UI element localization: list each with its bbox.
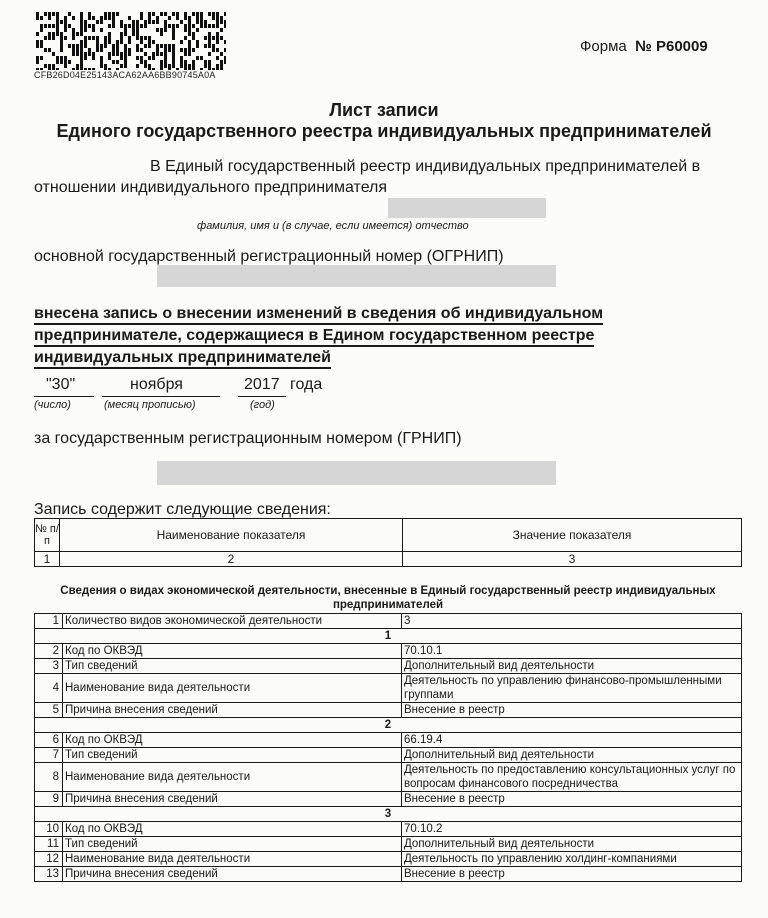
redacted-ogrnip [157,265,556,287]
row-indicator: Тип сведений [63,659,402,674]
header-index-2: 2 [60,552,403,567]
row-number: 11 [35,837,63,852]
contains-label: Запись содержит следующие сведения: [34,501,331,518]
row-number: 8 [35,763,63,792]
row-value: Деятельность по предоставлению консультационных услуг по вопросам финансового посредничества [402,763,742,792]
header-table [34,518,742,567]
barcode-image [36,12,226,70]
date-day-caption: (число) [34,399,71,411]
document-subtitle: Единого государственного реестра индивидуальных предпринимателей [56,121,712,141]
row-indicator: Наименование вида деятельности [63,763,402,792]
row-indicator: Код по ОКВЭД [63,822,402,837]
row-value: 66.19.4 [402,733,742,748]
form-number-value: № Р60009 [635,38,708,55]
date-month: ноября [130,376,183,393]
date-day: "30" [46,376,76,393]
barcode-code: CFB26D04E25143ACA62AA6BB90745A0A [34,70,216,80]
row-value: Дополнительный вид деятельности [402,659,742,674]
row-value: 70.10.2 [402,822,742,837]
date-year-suffix: года [290,376,323,393]
row-value: Деятельность по управлению финансово-промышленными группами [402,674,742,703]
redacted-name [388,198,546,218]
group-number: 3 [35,807,742,822]
date-year: 2017 [244,376,280,393]
grnip-label: за государственным регистрационным номером (ГРНИП) [34,430,462,447]
intro-line-2: отношении индивидуального предпринимателя [34,179,388,196]
row-number: 6 [35,733,63,748]
table-row [35,703,742,718]
group-row [35,807,742,822]
row-number: 3 [35,659,63,674]
row-indicator: Количество видов экономической деятельности [63,614,402,629]
header-index-3: 3 [403,552,742,567]
table-row [35,792,742,807]
row-value: 3 [402,614,742,629]
table-row [35,674,742,703]
section-title: Сведения о видах экономической деятельности, внесенные в Единый государственный реестр индивидуальных предпринимателей [60,585,716,611]
row-indicator: Причина внесения сведений [63,867,402,882]
row-number: 9 [35,792,63,807]
row-indicator: Тип сведений [63,748,402,763]
row-indicator: Код по ОКВЭД [63,644,402,659]
header-col-value: Значение показателя [403,519,742,552]
intro-line-1: В Единый государственный реестр индивидуальных предпринимателей в [150,158,701,175]
group-row [35,718,742,733]
row-number: 12 [35,852,63,867]
ogrnip-label: основной государственный регистрационный номер (ОГРНИП) [34,248,504,265]
row-number: 1 [35,614,63,629]
row-indicator: Причина внесения сведений [63,792,402,807]
date-year-caption: (год) [250,399,275,411]
row-indicator: Наименование вида деятельности [63,674,402,703]
date-day-line [34,396,94,397]
row-indicator: Код по ОКВЭД [63,733,402,748]
row-number: 4 [35,674,63,703]
row-indicator: Причина внесения сведений [63,703,402,718]
row-value: Внесение в реестр [402,792,742,807]
table-row [35,644,742,659]
row-value: 70.10.1 [402,644,742,659]
redacted-grnip [157,461,556,485]
group-number: 1 [35,629,742,644]
table-row [35,659,742,674]
table-row [35,763,742,792]
row-number: 5 [35,703,63,718]
row-value: Внесение в реестр [402,703,742,718]
entry-statement [34,303,603,369]
entry-line-3: индивидуальных предпринимателей [34,349,331,369]
group-row [35,629,742,644]
row-value: Деятельность по управлению холдинг-компаниями [402,852,742,867]
header-index-1: 1 [35,552,60,567]
header-col-name: Наименование показателя [60,519,403,552]
table-row [35,614,742,629]
table-row [35,733,742,748]
table-row [35,852,742,867]
entry-line-2: предпринимателе, содержащиеся в Едином государственном реестре [34,327,594,347]
table-row [35,748,742,763]
date-month-caption: (месяц прописью) [104,399,196,411]
row-value: Дополнительный вид деятельности [402,837,742,852]
date-year-line [238,396,286,397]
row-value: Внесение в реестр [402,867,742,882]
date-month-line [102,396,220,397]
row-number: 10 [35,822,63,837]
fio-caption: фамилия, имя и (в случае, если имеется) отчество [197,220,469,232]
activities-table [34,613,742,882]
row-number: 2 [35,644,63,659]
row-indicator: Тип сведений [63,837,402,852]
form-label: Форма [580,38,627,55]
row-indicator: Наименование вида деятельности [63,852,402,867]
document-title: Лист записи [329,100,439,120]
table-row [35,867,742,882]
row-number: 13 [35,867,63,882]
row-number: 7 [35,748,63,763]
table-row [35,837,742,852]
group-number: 2 [35,718,742,733]
entry-line-1: внесена запись о внесении изменений в сведения об индивидуальном [34,305,603,325]
header-col-no: № п/п [35,519,60,552]
row-value: Дополнительный вид деятельности [402,748,742,763]
table-row [35,822,742,837]
form-number [580,38,708,55]
